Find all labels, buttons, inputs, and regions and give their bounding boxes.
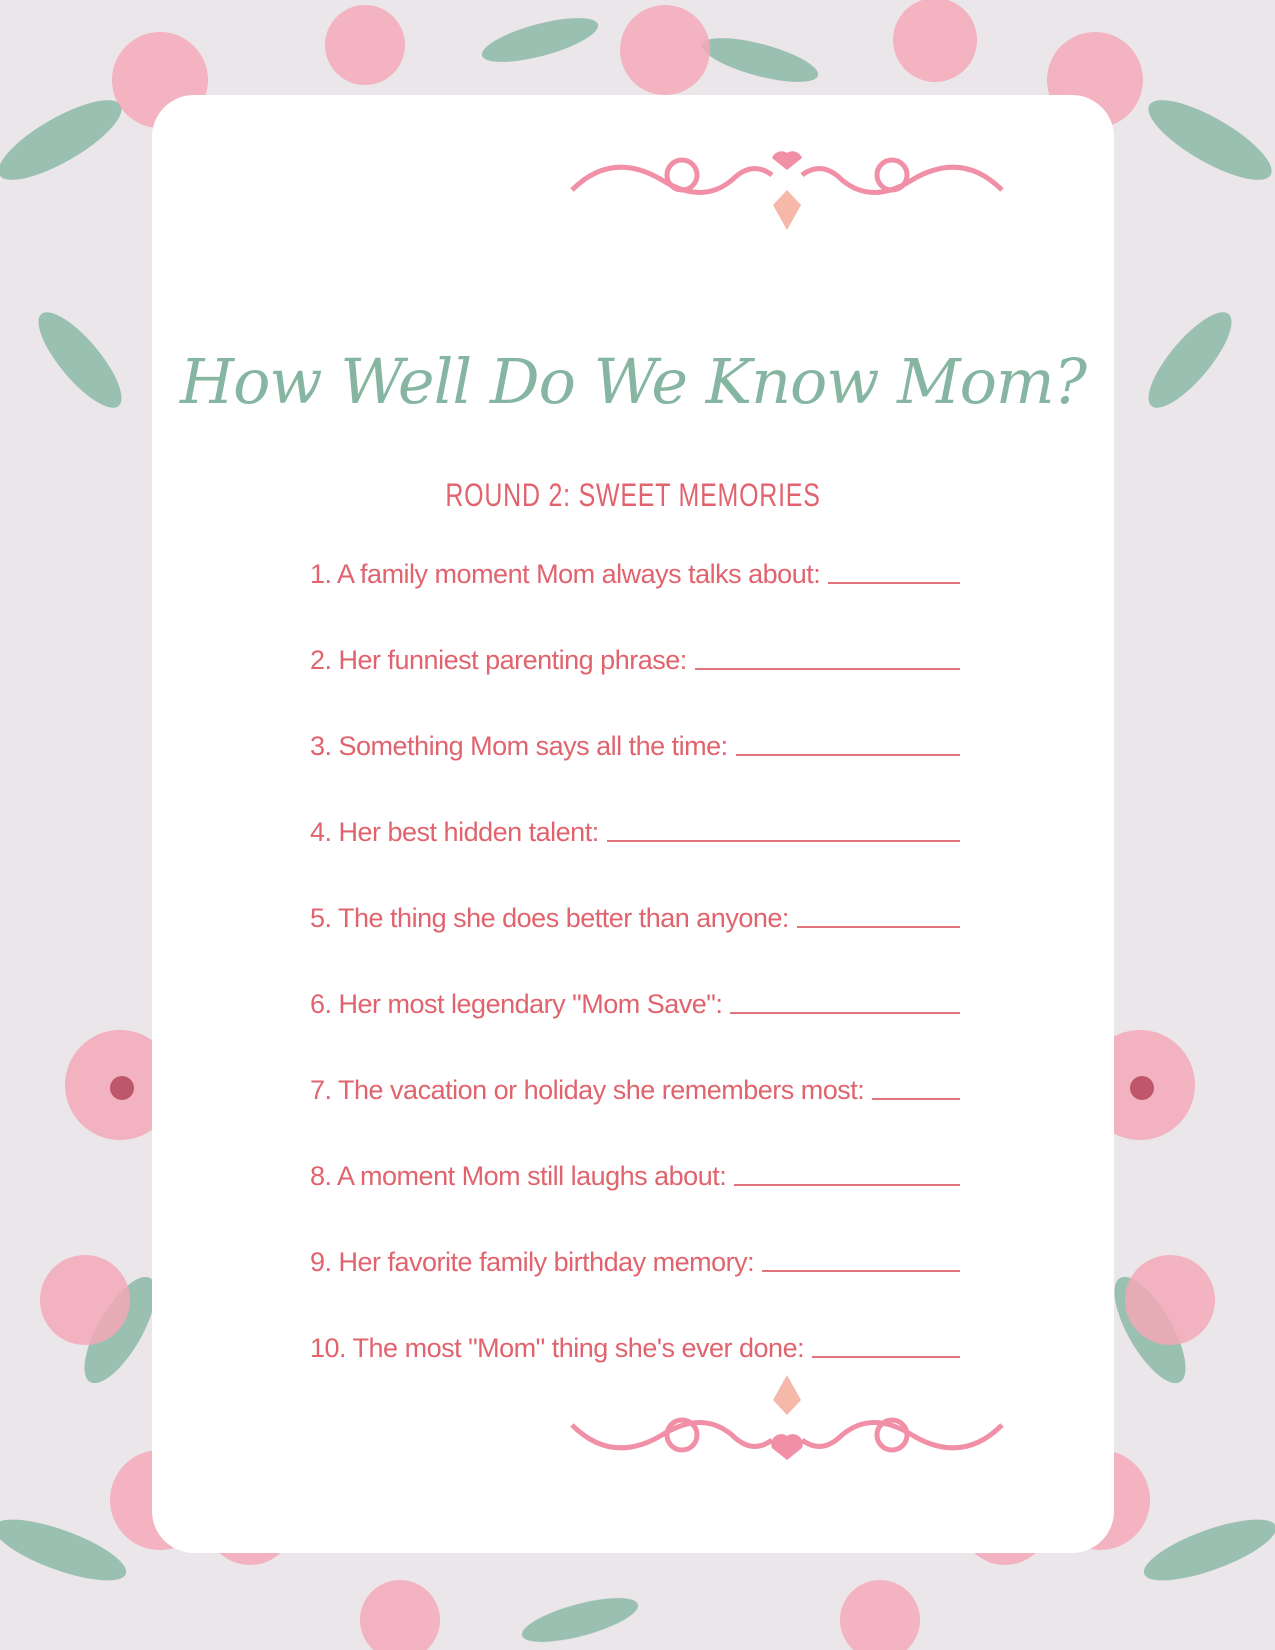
question-row xyxy=(310,808,960,848)
question-text: 3. Something Mom says all the time: xyxy=(310,731,728,761)
question-text: 9. Her favorite family birthday memory: xyxy=(310,1247,755,1277)
top-flourish-ornament xyxy=(532,130,1042,240)
question-text: 5. The thing she does better than anyone: xyxy=(310,903,789,933)
question-text: 1. A family moment Mom always talks about: xyxy=(310,559,821,589)
question-text: 2. Her funniest parenting phrase: xyxy=(310,645,687,675)
question-row xyxy=(310,894,960,934)
answer-line[interactable] xyxy=(734,1184,960,1186)
question-row xyxy=(310,1152,960,1192)
game-card xyxy=(152,95,1114,1553)
question-row xyxy=(310,1324,960,1364)
question-row xyxy=(310,1238,960,1278)
page-title: How Well Do We Know Mom? xyxy=(180,345,1086,418)
question-row xyxy=(310,1066,960,1106)
answer-line[interactable] xyxy=(872,1098,960,1100)
answer-line[interactable] xyxy=(797,926,960,928)
answer-line[interactable] xyxy=(828,582,960,584)
question-text: 7. The vacation or holiday she remembers most: xyxy=(310,1075,865,1105)
question-row xyxy=(310,980,960,1020)
question-text: 8. A moment Mom still laughs about: xyxy=(310,1161,727,1191)
question-row xyxy=(310,722,960,762)
answer-line[interactable] xyxy=(695,668,960,670)
round-subtitle: ROUND 2: SWEET MEMORIES xyxy=(445,477,821,513)
answer-line[interactable] xyxy=(762,1270,960,1272)
question-text: 10. The most "Mom" thing she's ever done: xyxy=(310,1333,805,1363)
question-text: 6. Her most legendary "Mom Save": xyxy=(310,989,723,1019)
answer-line[interactable] xyxy=(730,1012,960,1014)
question-row xyxy=(310,636,960,676)
question-text: 4. Her best hidden talent: xyxy=(310,817,599,847)
question-row xyxy=(310,550,960,590)
bottom-flourish-ornament xyxy=(532,1365,1042,1475)
answer-line[interactable] xyxy=(812,1356,960,1358)
answer-line[interactable] xyxy=(607,840,960,842)
answer-line[interactable] xyxy=(736,754,960,756)
